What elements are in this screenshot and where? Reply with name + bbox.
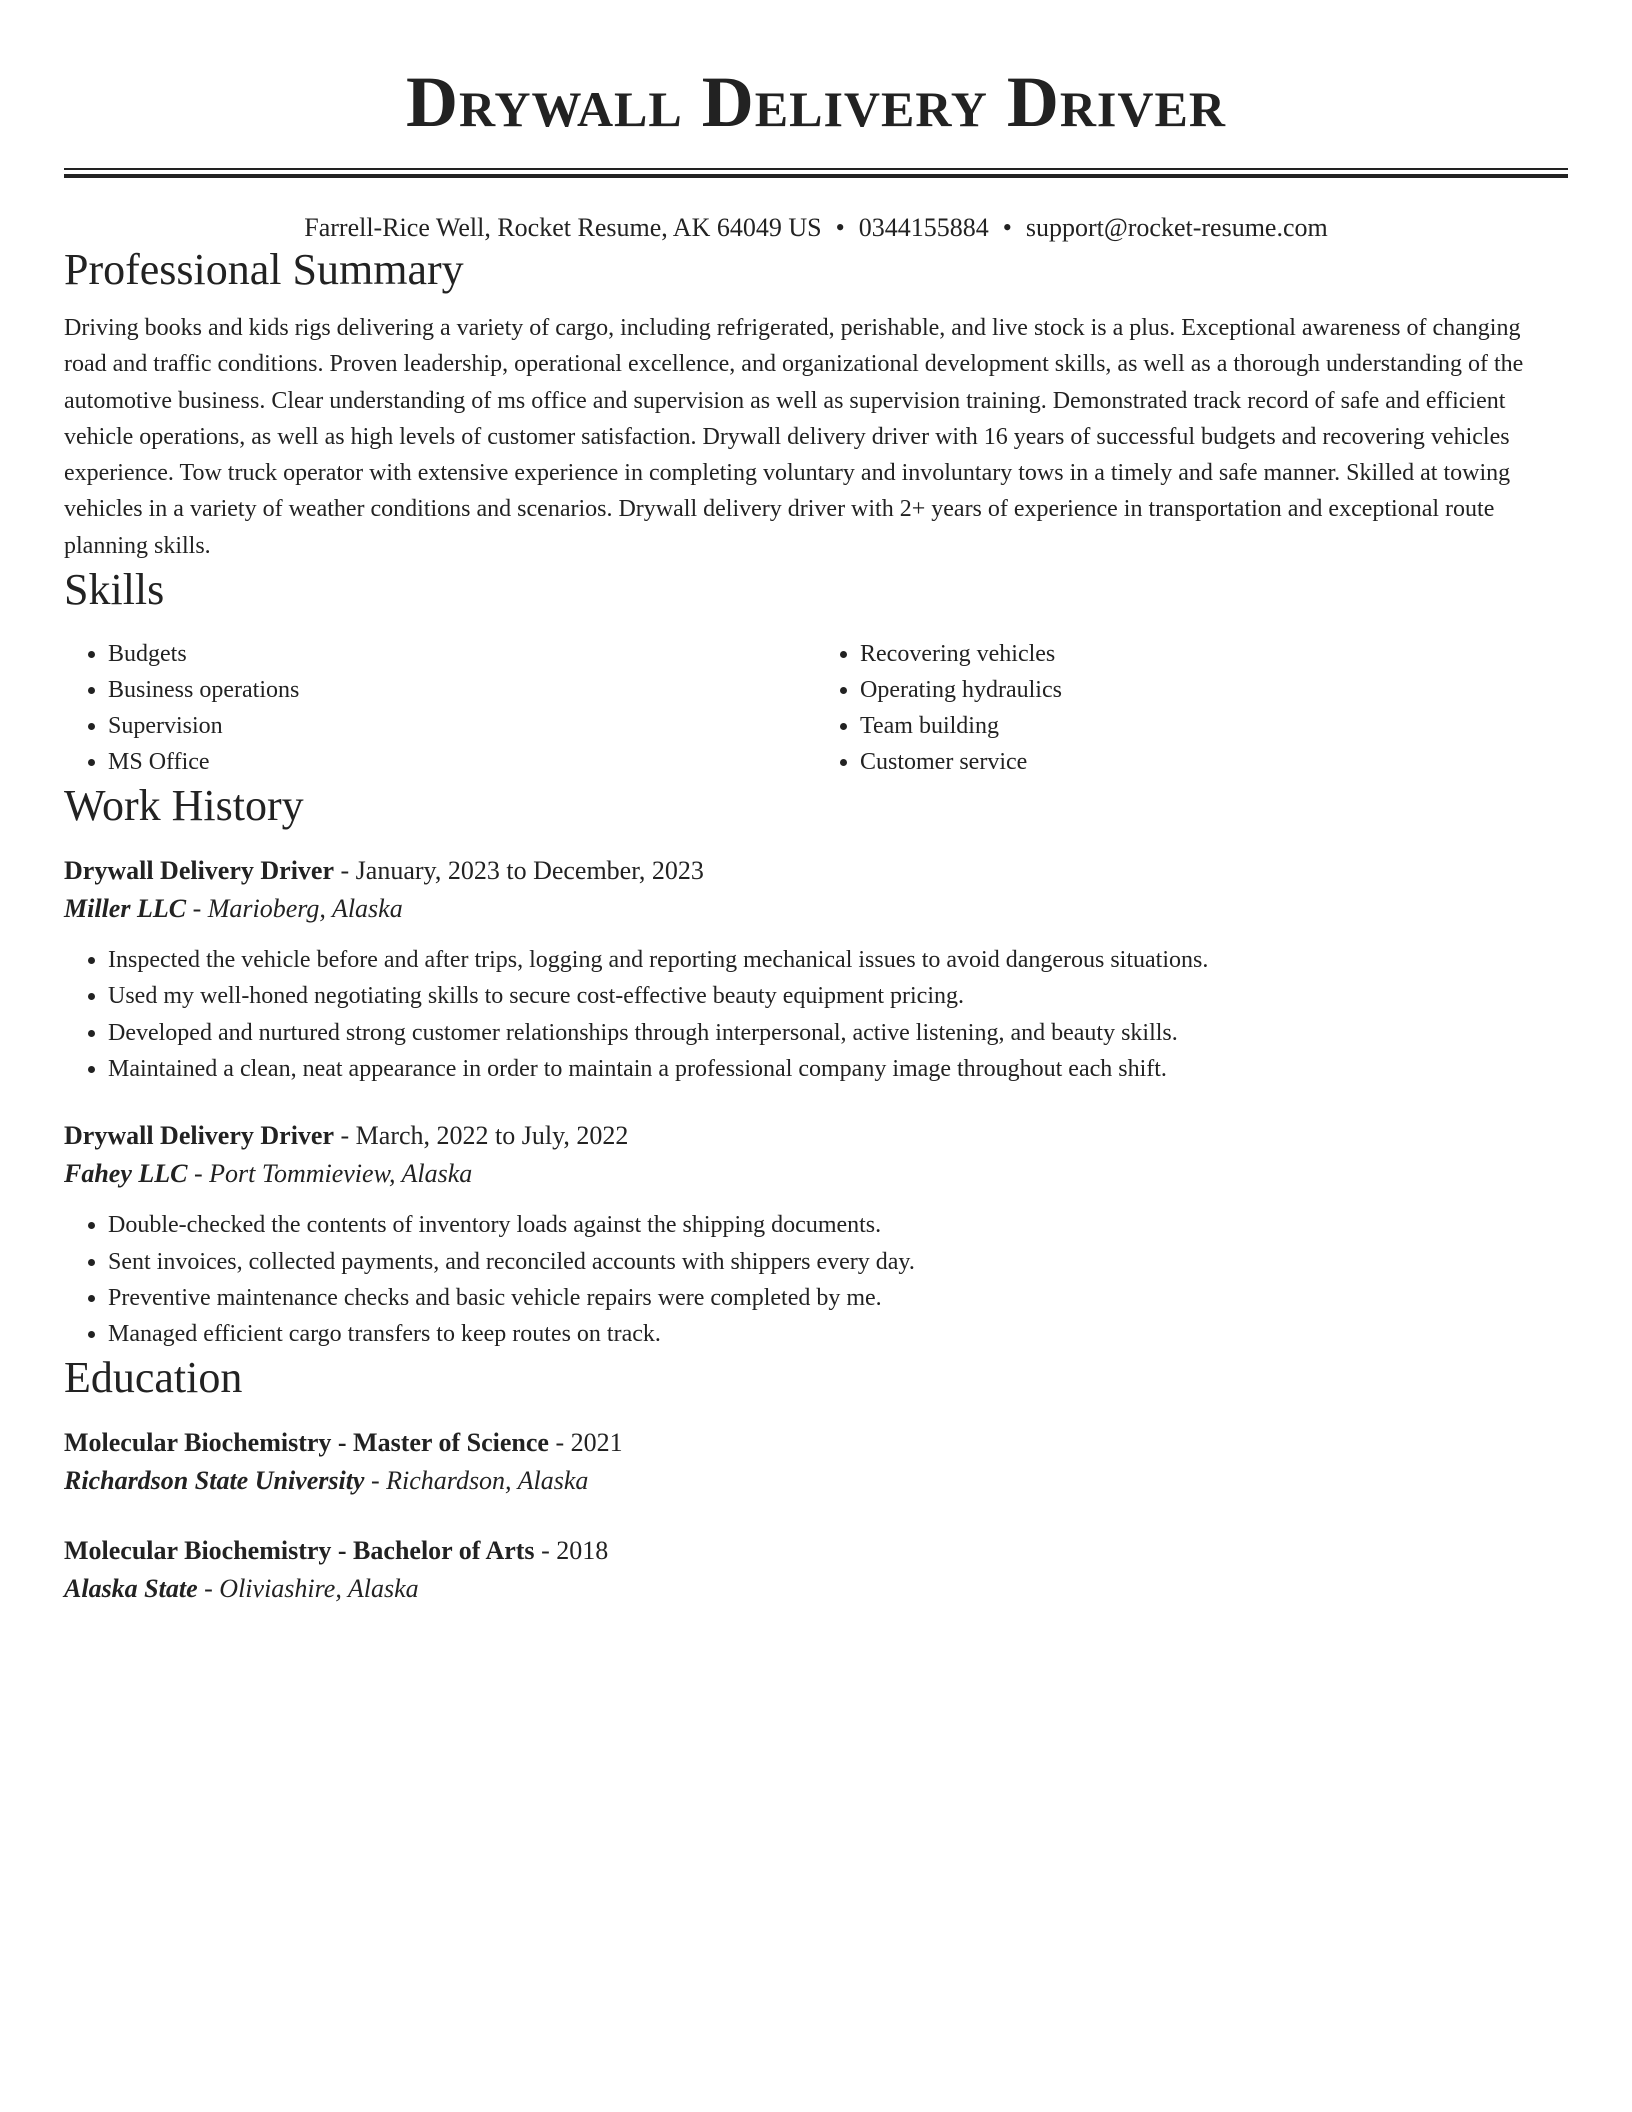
contact-separator: • <box>835 213 845 242</box>
job-duties <box>64 1207 1568 1352</box>
education-heading: Education <box>64 1353 243 1403</box>
school-location: - Richardson, Alaska <box>364 1466 589 1496</box>
degree-line <box>64 1424 1568 1462</box>
contact-phone: 0344155884 <box>858 213 989 242</box>
job-duty-item: • Used my well-honed negotiating skills to secure cost-effective beauty equipment pricing. <box>108 978 1568 1014</box>
job-duty-item: • Sent invoices, collected payments, and reconciled accounts with shippers every day. <box>108 1244 1568 1280</box>
skills-column-left <box>64 636 816 780</box>
contact-line <box>64 212 1568 244</box>
skill-item: • Operating hydraulics <box>860 672 1568 708</box>
education-entry <box>64 1424 1568 1500</box>
skill-item: • Customer service <box>860 744 1568 780</box>
job-title-line <box>64 1117 1568 1155</box>
summary-heading: Professional Summary <box>64 245 464 294</box>
school-name: Richardson State University <box>64 1466 365 1496</box>
company-line <box>64 1155 1568 1193</box>
job-entry <box>64 852 1568 1087</box>
resume-title: Drywall Delivery Driver <box>406 62 1226 142</box>
contact-address: Farrell-Rice Well, Rocket Resume, AK 64049 US <box>304 213 822 242</box>
skill-item: • Supervision <box>108 708 816 744</box>
skills-heading: Skills <box>64 565 165 615</box>
skills-column-right <box>816 636 1568 780</box>
degree-title: Molecular Biochemistry - Master of Science <box>64 1428 549 1458</box>
company-line <box>64 890 1568 928</box>
job-duty-item: • Double-checked the contents of inventory loads against the shipping documents. <box>108 1207 1568 1243</box>
contact-email[interactable]: support@rocket-resume.com <box>1025 213 1328 242</box>
job-title: Drywall Delivery Driver <box>64 856 335 886</box>
work-history-heading: Work History <box>64 781 304 831</box>
job-duty-item: • Preventive maintenance checks and basic vehicle repairs were completed by me. <box>108 1280 1568 1316</box>
job-duty-item: • Developed and nurtured strong customer relationships through interpersonal, active listening, and beauty skills. <box>108 1015 1568 1051</box>
job-title: Drywall Delivery Driver <box>64 1121 335 1151</box>
job-duty-item: • Inspected the vehicle before and after trips, logging and reporting mechanical issues to avoid dangerous situations. <box>108 942 1568 978</box>
job-duties <box>64 942 1568 1087</box>
degree-year: - 2018 <box>534 1536 609 1566</box>
degree-line <box>64 1532 1568 1570</box>
school-name: Alaska State <box>64 1574 198 1604</box>
skill-item: • Business operations <box>108 672 816 708</box>
summary-text: Driving books and kids rigs delivering a variety of cargo, including refrigerated, perishable, and live stock is a plus. Exceptional awareness of changing road and traffic conditions. Proven leadership, operational excellence, and organizational development skills, as well as a thorough understanding of the automotive business. Clear understanding of ms office and supervision as well as supervision training. Demonstrated track record of safe and efficient vehicle operations, as well as high levels of customer satisfaction. Drywall delivery driver with 16 years of successful budgets and recovering vehicles experience. Tow truck operator with extensive experience in completing voluntary and involuntary tows in a timely and safe manner. Skilled at towing vehicles in a variety of weather conditions and scenarios. Drywall delivery driver with 2+ years of experience in transportation and exceptional route planning skills. <box>64 315 1524 559</box>
job-entry <box>64 1117 1568 1352</box>
job-duty-item: • Managed efficient cargo transfers to keep routes on track. <box>108 1316 1568 1352</box>
skill-item: • MS Office <box>108 744 816 780</box>
job-dates: - January, 2023 to December, 2023 <box>334 856 704 886</box>
title-divider <box>64 168 1568 178</box>
education-entry <box>64 1532 1568 1608</box>
degree-year: - 2021 <box>548 1428 623 1458</box>
company-location: - Marioberg, Alaska <box>186 894 403 924</box>
job-duty-item: • Maintained a clean, neat appearance in order to maintain a professional company image throughout each shift. <box>108 1051 1568 1087</box>
skill-item: • Team building <box>860 708 1568 744</box>
job-title-line <box>64 852 1568 890</box>
company-location: - Port Tommieview, Alaska <box>187 1159 473 1189</box>
school-line <box>64 1570 1568 1608</box>
skills-list <box>64 636 1568 780</box>
school-line <box>64 1462 1568 1500</box>
contact-separator: • <box>1002 213 1012 242</box>
company-name: Miller LLC <box>64 894 187 924</box>
school-location: - Oliviashire, Alaska <box>197 1574 419 1604</box>
company-name: Fahey LLC <box>64 1159 188 1189</box>
skill-item: • Recovering vehicles <box>860 636 1568 672</box>
degree-title: Molecular Biochemistry - Bachelor of Arts <box>64 1536 535 1566</box>
skill-item: • Budgets <box>108 636 816 672</box>
job-dates: - March, 2022 to July, 2022 <box>334 1121 629 1151</box>
